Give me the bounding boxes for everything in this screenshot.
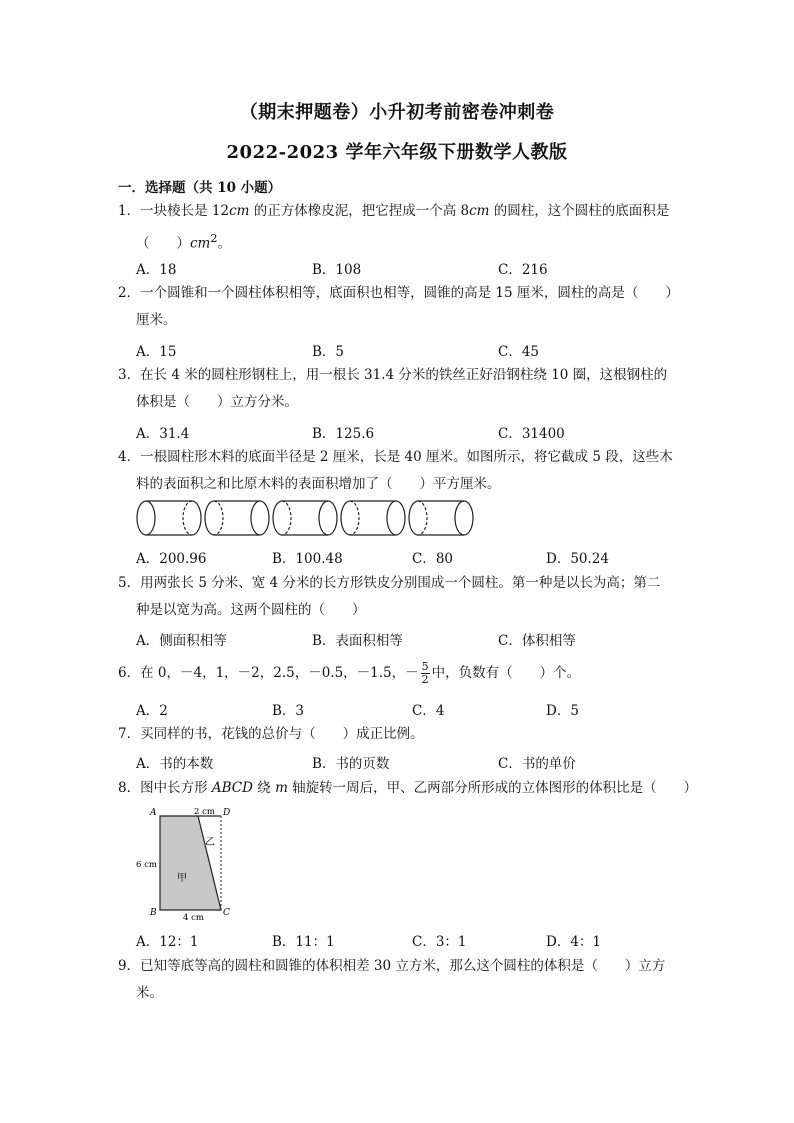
option-c[interactable]: C．45 xyxy=(498,344,540,360)
option-c[interactable]: C．书的单价 xyxy=(498,756,576,772)
option-b[interactable]: B．108 xyxy=(312,262,362,278)
cylinder-segment xyxy=(137,501,201,535)
options-q1 xyxy=(136,258,676,280)
label-yi: 乙 xyxy=(205,837,215,848)
exam-subtitle: 2022-2023 学年六年级下册数学人教版 xyxy=(226,142,568,163)
option-d[interactable]: D．5 xyxy=(546,703,579,719)
option-a[interactable]: A．31.4 xyxy=(136,426,190,442)
label-bottom-length: 4 cm xyxy=(183,913,204,922)
question-number: 3． xyxy=(118,367,141,383)
option-d[interactable]: D．50.24 xyxy=(546,551,609,567)
question-8: 8．图中长方形 ABCD 绕 m 轴旋转一周后，甲、乙两部分所形成的立体图形的体积比是（ ） xyxy=(118,780,698,796)
question-5: 5．用两张长 5 分米、宽 4 分米的长方形铁皮分别围成一个圆柱。第一种是以长为高；第二 种是以宽为高。这两个圆柱的（ ） xyxy=(118,575,661,618)
question-9: 9．已知等底等高的圆柱和圆锥的体积相差 30 立方米，那么这个圆柱的体积是（ ）立方 米。 xyxy=(118,958,666,1001)
option-c[interactable]: C．216 xyxy=(498,262,548,278)
options-q7 xyxy=(136,752,676,774)
options-q4 xyxy=(136,547,676,569)
question-number: 7． xyxy=(118,726,141,742)
question-6: 6．在 0，－4，1，－2，2.5，－0.5，－1.5，－ $\frac{5}{2}$ 中，负数有（ ）个。 xyxy=(118,660,581,686)
option-a[interactable]: A．侧面积相等 xyxy=(136,633,227,649)
options-q6 xyxy=(136,699,676,721)
options-q5 xyxy=(136,629,676,651)
question-1: 1．一块棱长是 12cm 的正方体橡皮泥，把它捏成一个高 8cm 的圆柱，这个圆柱的底面积是 （ ）$cm^2$。 xyxy=(118,203,670,252)
options-q8 xyxy=(136,930,676,952)
option-c[interactable]: C．31400 xyxy=(498,426,565,442)
question-4: 4．一根圆柱形木料的底面半径是 2 厘米，长是 40 厘米。如图所示，将它截成 5 段，这些木 料的表面积之和比原木料的表面积增加了（ ）平方厘米。 xyxy=(118,449,673,492)
exam-title: （期末押题卷）小升初考前密卷冲刺卷 xyxy=(239,102,555,123)
question-number: 6． xyxy=(118,665,141,681)
cylinder-segment xyxy=(273,501,337,535)
option-d[interactable]: D．4：1 xyxy=(546,934,602,950)
option-c[interactable]: C．体积相等 xyxy=(498,633,576,649)
option-b[interactable]: B．3 xyxy=(272,703,305,719)
cylinder-segment xyxy=(341,501,405,535)
label-d: D xyxy=(223,808,231,818)
question-number: 5． xyxy=(118,575,141,591)
cylinder-segment xyxy=(205,501,269,535)
rectangle-rotation-figure xyxy=(132,804,242,922)
label-jia: 甲 xyxy=(177,873,187,884)
question-7: 7．买同样的书，花钱的总价与（ ）成正比例。 xyxy=(118,726,424,742)
label-top-length: 2 cm xyxy=(194,807,215,817)
question-number: 8． xyxy=(118,780,141,796)
label-b: B xyxy=(150,908,157,918)
option-a[interactable]: A．200.96 xyxy=(136,551,207,567)
option-c[interactable]: C．80 xyxy=(412,551,454,567)
option-c[interactable]: C．3：1 xyxy=(412,934,467,950)
question-number: 9． xyxy=(118,958,141,974)
question-number: 2． xyxy=(118,285,141,301)
question-3: 3．在长 4 米的圆柱形钢柱上，用一根长 31.4 分米的铁丝正好沿钢柱绕 10 圈，这根钢柱的 体积是（ ）立方分米。 xyxy=(118,367,668,410)
region-jia xyxy=(160,816,221,910)
option-a[interactable]: A．2 xyxy=(136,703,168,719)
label-c: C xyxy=(223,908,230,918)
option-c[interactable]: C．4 xyxy=(412,703,445,719)
cylinder-segments-figure xyxy=(134,498,478,542)
cylinder-segment xyxy=(409,501,473,535)
options-q2 xyxy=(136,340,676,362)
option-a[interactable]: A．12：1 xyxy=(136,934,199,950)
label-a: A xyxy=(150,808,157,818)
option-a[interactable]: A．18 xyxy=(136,262,177,278)
label-left-length: 6 cm xyxy=(136,860,157,870)
option-a[interactable]: A．书的本数 xyxy=(136,756,214,772)
option-b[interactable]: B．表面积相等 xyxy=(312,633,403,649)
fraction: $\frac{5}{2}$ xyxy=(421,660,429,686)
section-heading: 一．选择题（共 10 小题） xyxy=(118,180,282,196)
option-b[interactable]: B．11：1 xyxy=(272,934,335,950)
question-number: 4． xyxy=(118,449,141,465)
option-a[interactable]: A．15 xyxy=(136,344,177,360)
option-b[interactable]: B．125.6 xyxy=(312,426,375,442)
option-b[interactable]: B．100.48 xyxy=(272,551,343,567)
option-b[interactable]: B．书的页数 xyxy=(312,756,390,772)
question-number: 1． xyxy=(118,203,141,219)
option-b[interactable]: B．5 xyxy=(312,344,345,360)
question-2: 2．一个圆锥和一个圆柱体积相等，底面积也相等，圆锥的高是 15 厘米，圆柱的高是（ ） 厘米。 xyxy=(118,285,679,328)
options-q3 xyxy=(136,422,676,444)
